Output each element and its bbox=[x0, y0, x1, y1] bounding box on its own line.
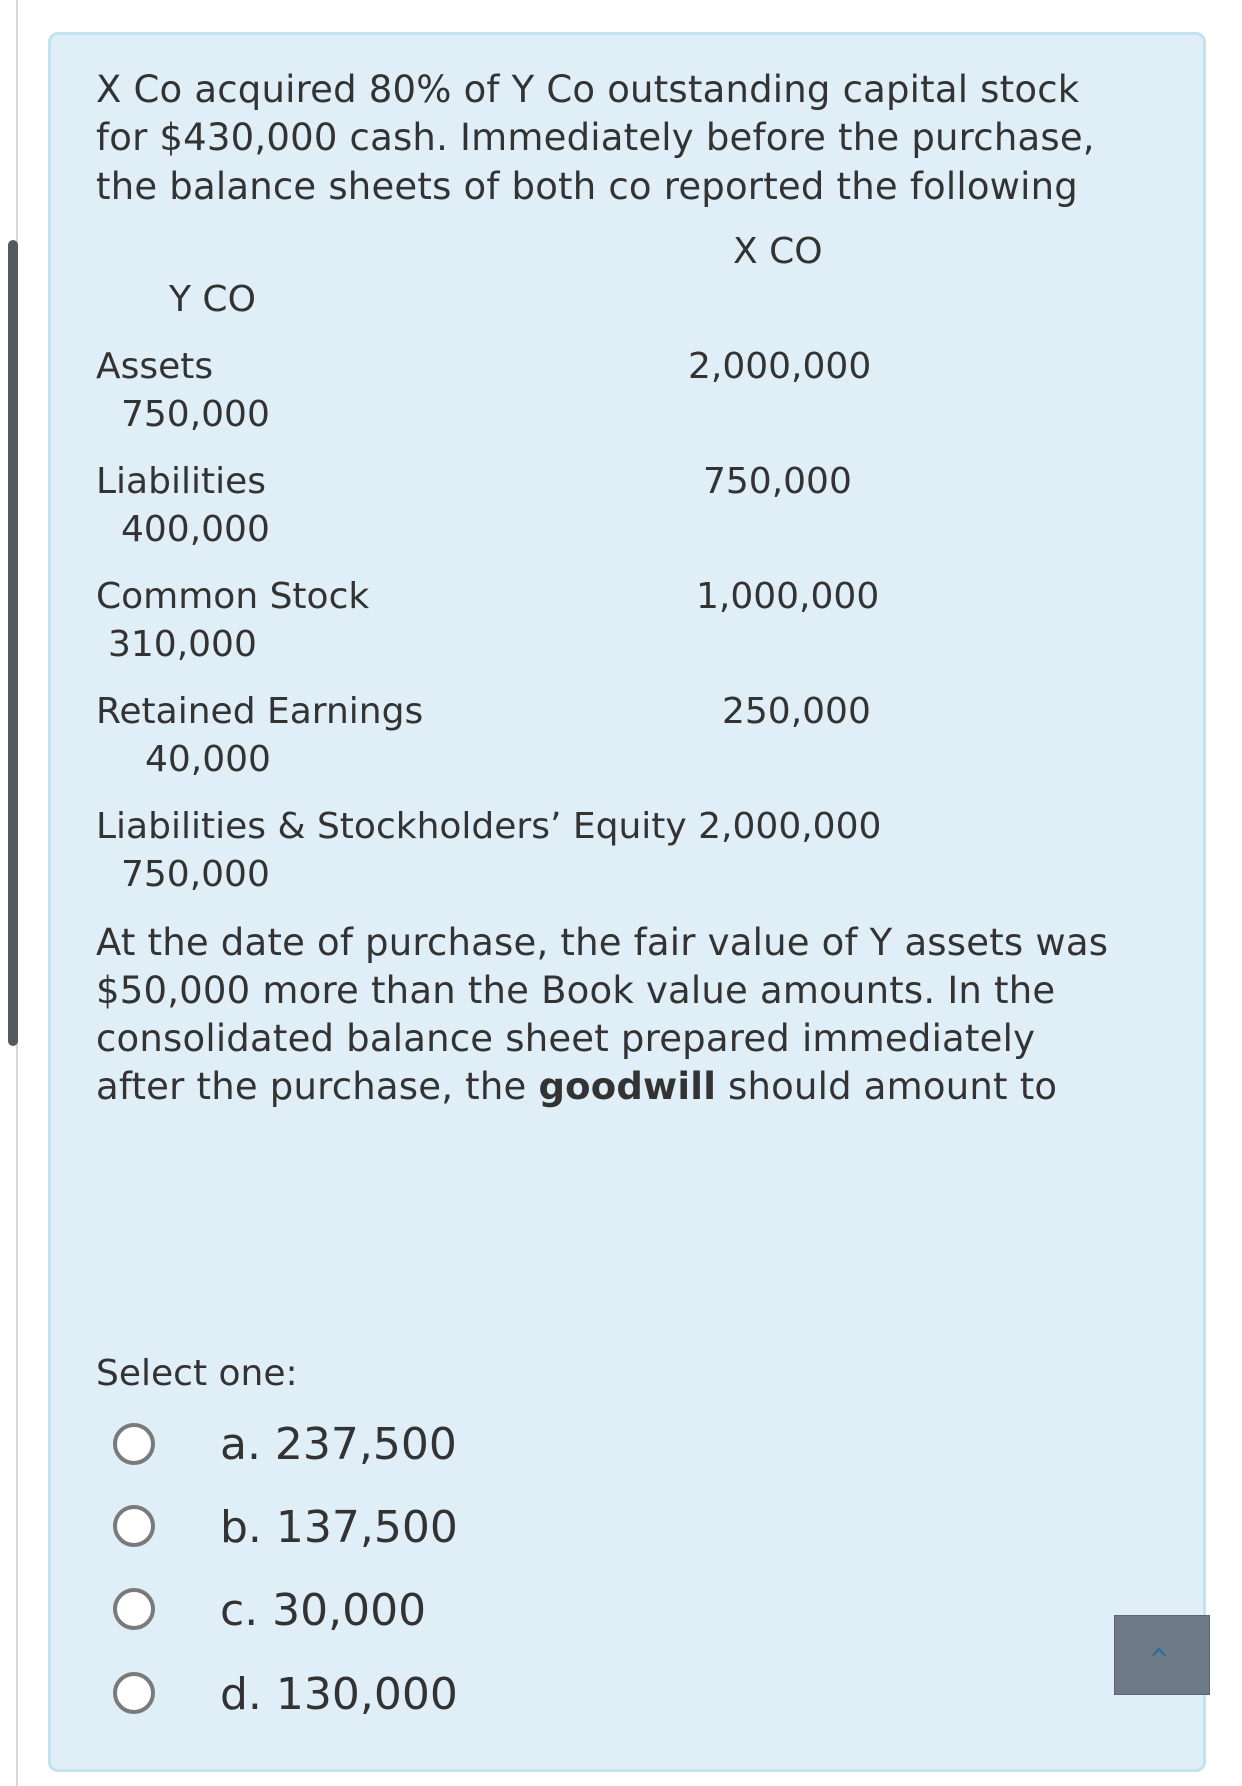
goodwill-emphasis: goodwill bbox=[538, 1065, 717, 1108]
row-label-liabilities: Liabilities bbox=[96, 461, 266, 502]
row-label-common-stock: Common Stock bbox=[96, 576, 370, 617]
x-co-liabilities: 750,000 bbox=[703, 461, 852, 502]
option-a-label[interactable]: a. 237,500 bbox=[220, 1419, 457, 1470]
question-line-3: the balance sheets of both co reported the following bbox=[96, 165, 1078, 208]
row-label-retained-earnings: Retained Earnings bbox=[96, 691, 424, 732]
closing-line-1: At the date of purchase, the fair value of Y assets was bbox=[96, 921, 1109, 964]
y-co-total: 750,000 bbox=[121, 854, 270, 895]
y-co-retained-earnings: 40,000 bbox=[145, 739, 271, 780]
option-c-radio[interactable] bbox=[113, 1588, 155, 1630]
column-header-y-co: Y CO bbox=[169, 279, 256, 320]
option-b-radio[interactable] bbox=[113, 1505, 155, 1547]
scrollbar-thumb[interactable] bbox=[8, 240, 18, 1046]
question-line-1: X Co acquired 80% of Y Co outstanding capital stock bbox=[96, 68, 1080, 111]
x-co-assets: 2,000,000 bbox=[688, 346, 872, 387]
option-d-label[interactable]: d. 130,000 bbox=[220, 1669, 458, 1720]
option-b-label[interactable]: b. 137,500 bbox=[220, 1502, 458, 1553]
select-one-prompt: Select one: bbox=[96, 1353, 298, 1394]
scroll-nav-button[interactable] bbox=[1114, 1615, 1210, 1695]
closing-line-4-end: should amount to bbox=[716, 1065, 1058, 1108]
option-c-label[interactable]: c. 30,000 bbox=[220, 1585, 427, 1636]
x-co-common-stock: 1,000,000 bbox=[696, 576, 880, 617]
option-d-radio[interactable] bbox=[113, 1672, 155, 1714]
row-label-assets: Assets bbox=[96, 346, 214, 387]
question-line-2: for $430,000 cash. Immediately before the purchase, bbox=[96, 116, 1095, 159]
y-co-assets: 750,000 bbox=[121, 394, 270, 435]
row-total-label: Liabilities & Stockholders’ Equity 2,000,000 bbox=[96, 806, 882, 847]
x-co-retained-earnings: 250,000 bbox=[722, 691, 871, 732]
y-co-liabilities: 400,000 bbox=[121, 509, 270, 550]
option-a-radio[interactable] bbox=[113, 1423, 155, 1465]
closing-line-3: consolidated balance sheet prepared immediately bbox=[96, 1017, 1036, 1060]
y-co-common-stock: 310,000 bbox=[108, 624, 257, 665]
column-header-x-co: X CO bbox=[733, 231, 823, 272]
question-panel bbox=[48, 32, 1206, 1772]
closing-line-4 bbox=[96, 1063, 1057, 1112]
closing-line-4-start: after the purchase, the bbox=[96, 1065, 539, 1108]
closing-line-2: $50,000 more than the Book value amounts. In the bbox=[96, 969, 1056, 1012]
chevron-left-icon: ‹ bbox=[1139, 1645, 1180, 1659]
